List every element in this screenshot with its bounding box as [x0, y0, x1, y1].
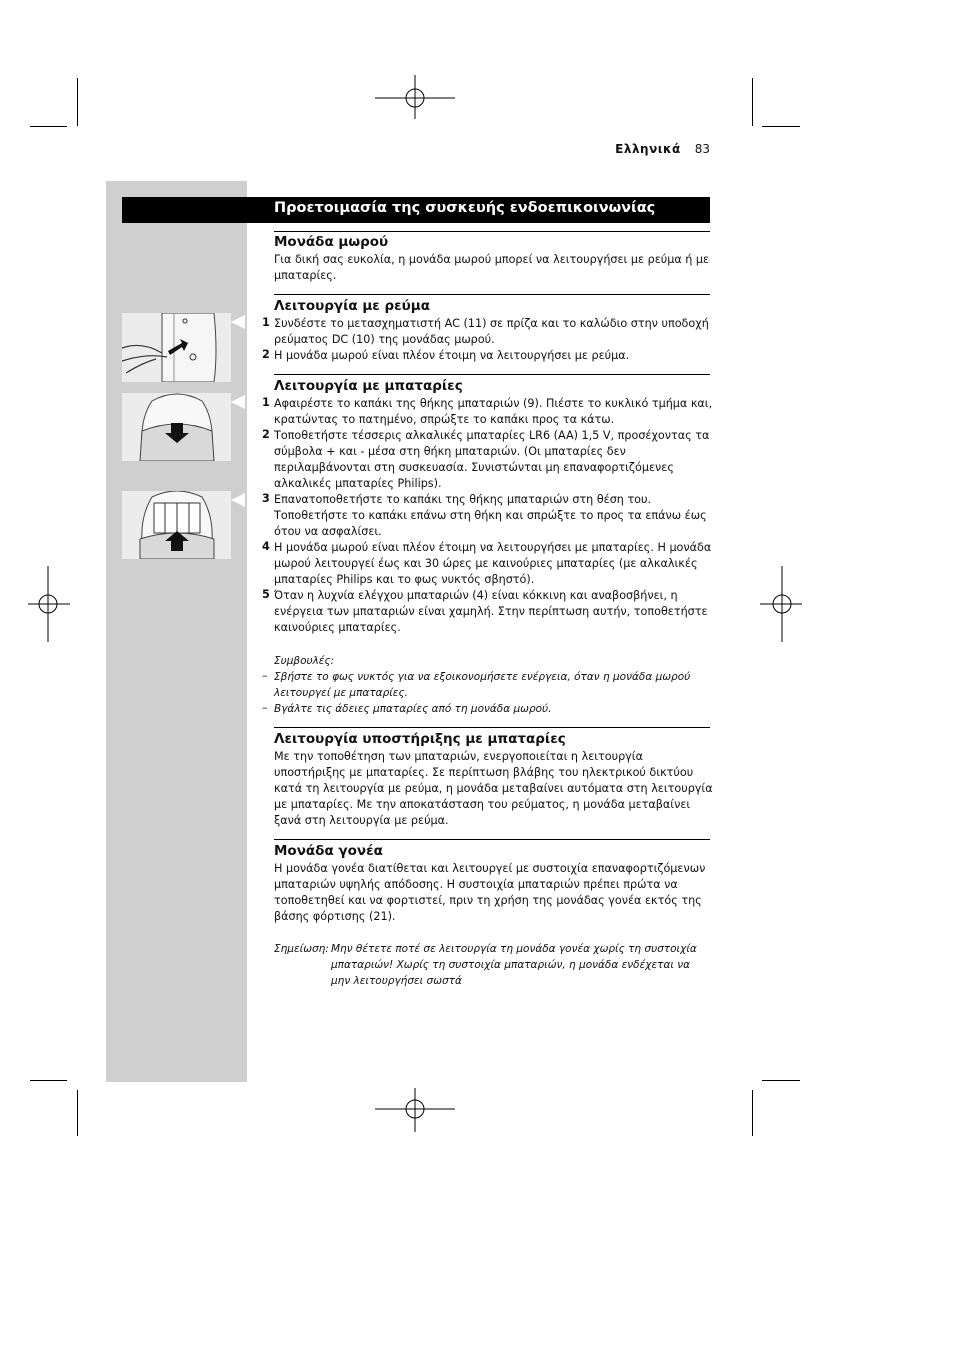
figure-remove-cover-svg	[122, 393, 231, 461]
pointer-arrow-icon	[231, 493, 245, 507]
battery-step-2: Τοποθετήστε τέσσερις αλκαλικές μπαταρίες LR6 (AA) 1,5 V, προσέχοντας τα σύμβολα + και - μέσα στη θήκη μπαταριών. (Οι μπαταρίες δεν περιλαμβάνονται στη συσκευασία. Συνιστώνται μη επαναφορτιζόμενες αλκαλικές μπαταρίες Philips).	[274, 429, 710, 490]
registration-mark-top	[375, 75, 455, 119]
section-title: Προετοιμασία της συσκευής ενδοεπικοινωνίας	[274, 200, 656, 216]
backup-text: Με την τοποθέτηση των μπαταριών, ενεργοποιείται η λειτουργία υποστήριξης με μπαταρίες. Σε περίπτωση βλάβης του ηλεκτρικού δικτύου κατά τη λειτουργία με ρεύμα, η μονάδα μεταβαίνει αυτόματα στη λειτουργία με μπαταρίες. Με την αποκατάσταση του ρεύματος, η μονάδα μεταβαίνει ξανά στη λειτουργία με ρεύμα.	[274, 750, 713, 827]
step-number: 2	[262, 428, 270, 441]
header-language: Ελληνικά	[615, 142, 681, 156]
step-number: 4	[262, 540, 270, 553]
figure-power-connection	[122, 313, 231, 382]
registration-mark-left	[28, 566, 70, 642]
heading-battery-backup: Λειτουργία υποστήριξης με μπαταρίες	[274, 731, 566, 747]
figure-insert-batteries	[122, 491, 231, 559]
page-number: 83	[694, 142, 710, 156]
step-number: 2	[262, 348, 270, 361]
registration-mark-right	[760, 566, 802, 642]
figure-remove-cover	[122, 393, 231, 461]
step-number: 1	[262, 316, 270, 329]
heading-battery-operation: Λειτουργία με μπαταρίες	[274, 378, 463, 394]
section-title-bar	[122, 197, 710, 223]
figure-power-svg	[122, 313, 231, 382]
tip-dash: –	[262, 701, 268, 714]
baby-unit-text: Για δική σας ευκολία, η μονάδα μωρού μπορεί να λειτουργήσει με ρεύμα ή με μπαταρίες.	[274, 253, 710, 282]
tip-1: Σβήστε το φως νυκτός για να εξοικονομήσετε ενέργεια, όταν η μονάδα μωρού λειτουργεί με μπαταρίες.	[274, 671, 691, 699]
mains-step-1: Συνδέστε το μετασχηματιστή AC (11) σε πρίζα και το καλώδιο στην υποδοχή ρεύματος DC (10) της μονάδας μωρού.	[274, 317, 709, 346]
mains-step-2: Η μονάδα μωρού είναι πλέον έτοιμη να λειτουργήσει με ρεύμα.	[274, 349, 630, 362]
tips-label: Συμβουλές:	[274, 655, 335, 667]
tip-dash: –	[262, 669, 268, 682]
tip-2: Βγάλτε τις άδειες μπαταρίες από τη μονάδα μωρού.	[274, 703, 552, 715]
divider	[274, 374, 710, 375]
divider	[274, 231, 710, 232]
note-label: Σημείωση:	[274, 943, 329, 955]
running-header	[615, 142, 710, 156]
divider	[274, 294, 710, 295]
pointer-arrow-icon	[231, 395, 245, 409]
pointer-arrow-icon	[231, 315, 245, 329]
parent-unit-text: Η μονάδα γονέα διατίθεται και λειτουργεί με συστοιχία επαναφορτιζόμενων μπαταριών υψηλής απόδοσης. Η συστοιχία μπαταριών πρέπει πρώτα να τοποθετηθεί και να φορτιστεί, πριν τη χρήση της μονάδας γονέα εκτός της βάσης φόρτισης (21).	[274, 862, 706, 923]
divider	[274, 839, 710, 840]
heading-baby-unit: Μονάδα μωρού	[274, 234, 389, 250]
step-number: 5	[262, 588, 270, 601]
heading-parent-unit: Μονάδα γονέα	[274, 843, 383, 859]
battery-step-1: Αφαιρέστε το καπάκι της θήκης μπαταριών (9). Πιέστε το κυκλικό τμήμα και, κρατώντας το πατημένο, σπρώξτε το καπάκι προς τα κάτω.	[274, 397, 713, 426]
step-number: 1	[262, 396, 270, 409]
step-number: 3	[262, 492, 270, 505]
figure-insert-batteries-svg	[122, 491, 231, 559]
battery-step-4: Η μονάδα μωρού είναι πλέον έτοιμη να λειτουργήσει με μπαταρίες. Η μονάδα μωρού λειτουργεί έως και 30 ώρες με καινούριες μπαταρίες (με αλκαλικές μπαταρίες Philips και το φως νυκτός σβηστό).	[274, 541, 712, 586]
battery-step-3: Επανατοποθετήστε το καπάκι της θήκης μπαταριών στη θέση του. Τοποθετήστε το καπάκι επάνω στη θήκη και σπρώξτε το προς τα επάνω έως ότου να ασφαλίσει.	[274, 493, 707, 538]
registration-mark-bottom	[375, 1088, 455, 1132]
divider	[274, 727, 710, 728]
heading-mains-operation: Λειτουργία με ρεύμα	[274, 298, 430, 314]
note-text: Μην θέτετε ποτέ σε λειτουργία τη μονάδα γονέα χωρίς τη συστοιχία μπαταριών! Χωρίς τη συστοιχία μπαταριών, η μονάδα ενδέχεται να μην λειτουργήσει σωστά	[331, 943, 697, 987]
battery-step-5: Όταν η λυχνία ελέγχου μπαταριών (4) είναι κόκκινη και αναβοσβήνει, η ενέργεια των μπαταριών είναι χαμηλή. Στην περίπτωση αυτήν, τοποθετήστε καινούριες μπαταρίες.	[274, 589, 708, 634]
